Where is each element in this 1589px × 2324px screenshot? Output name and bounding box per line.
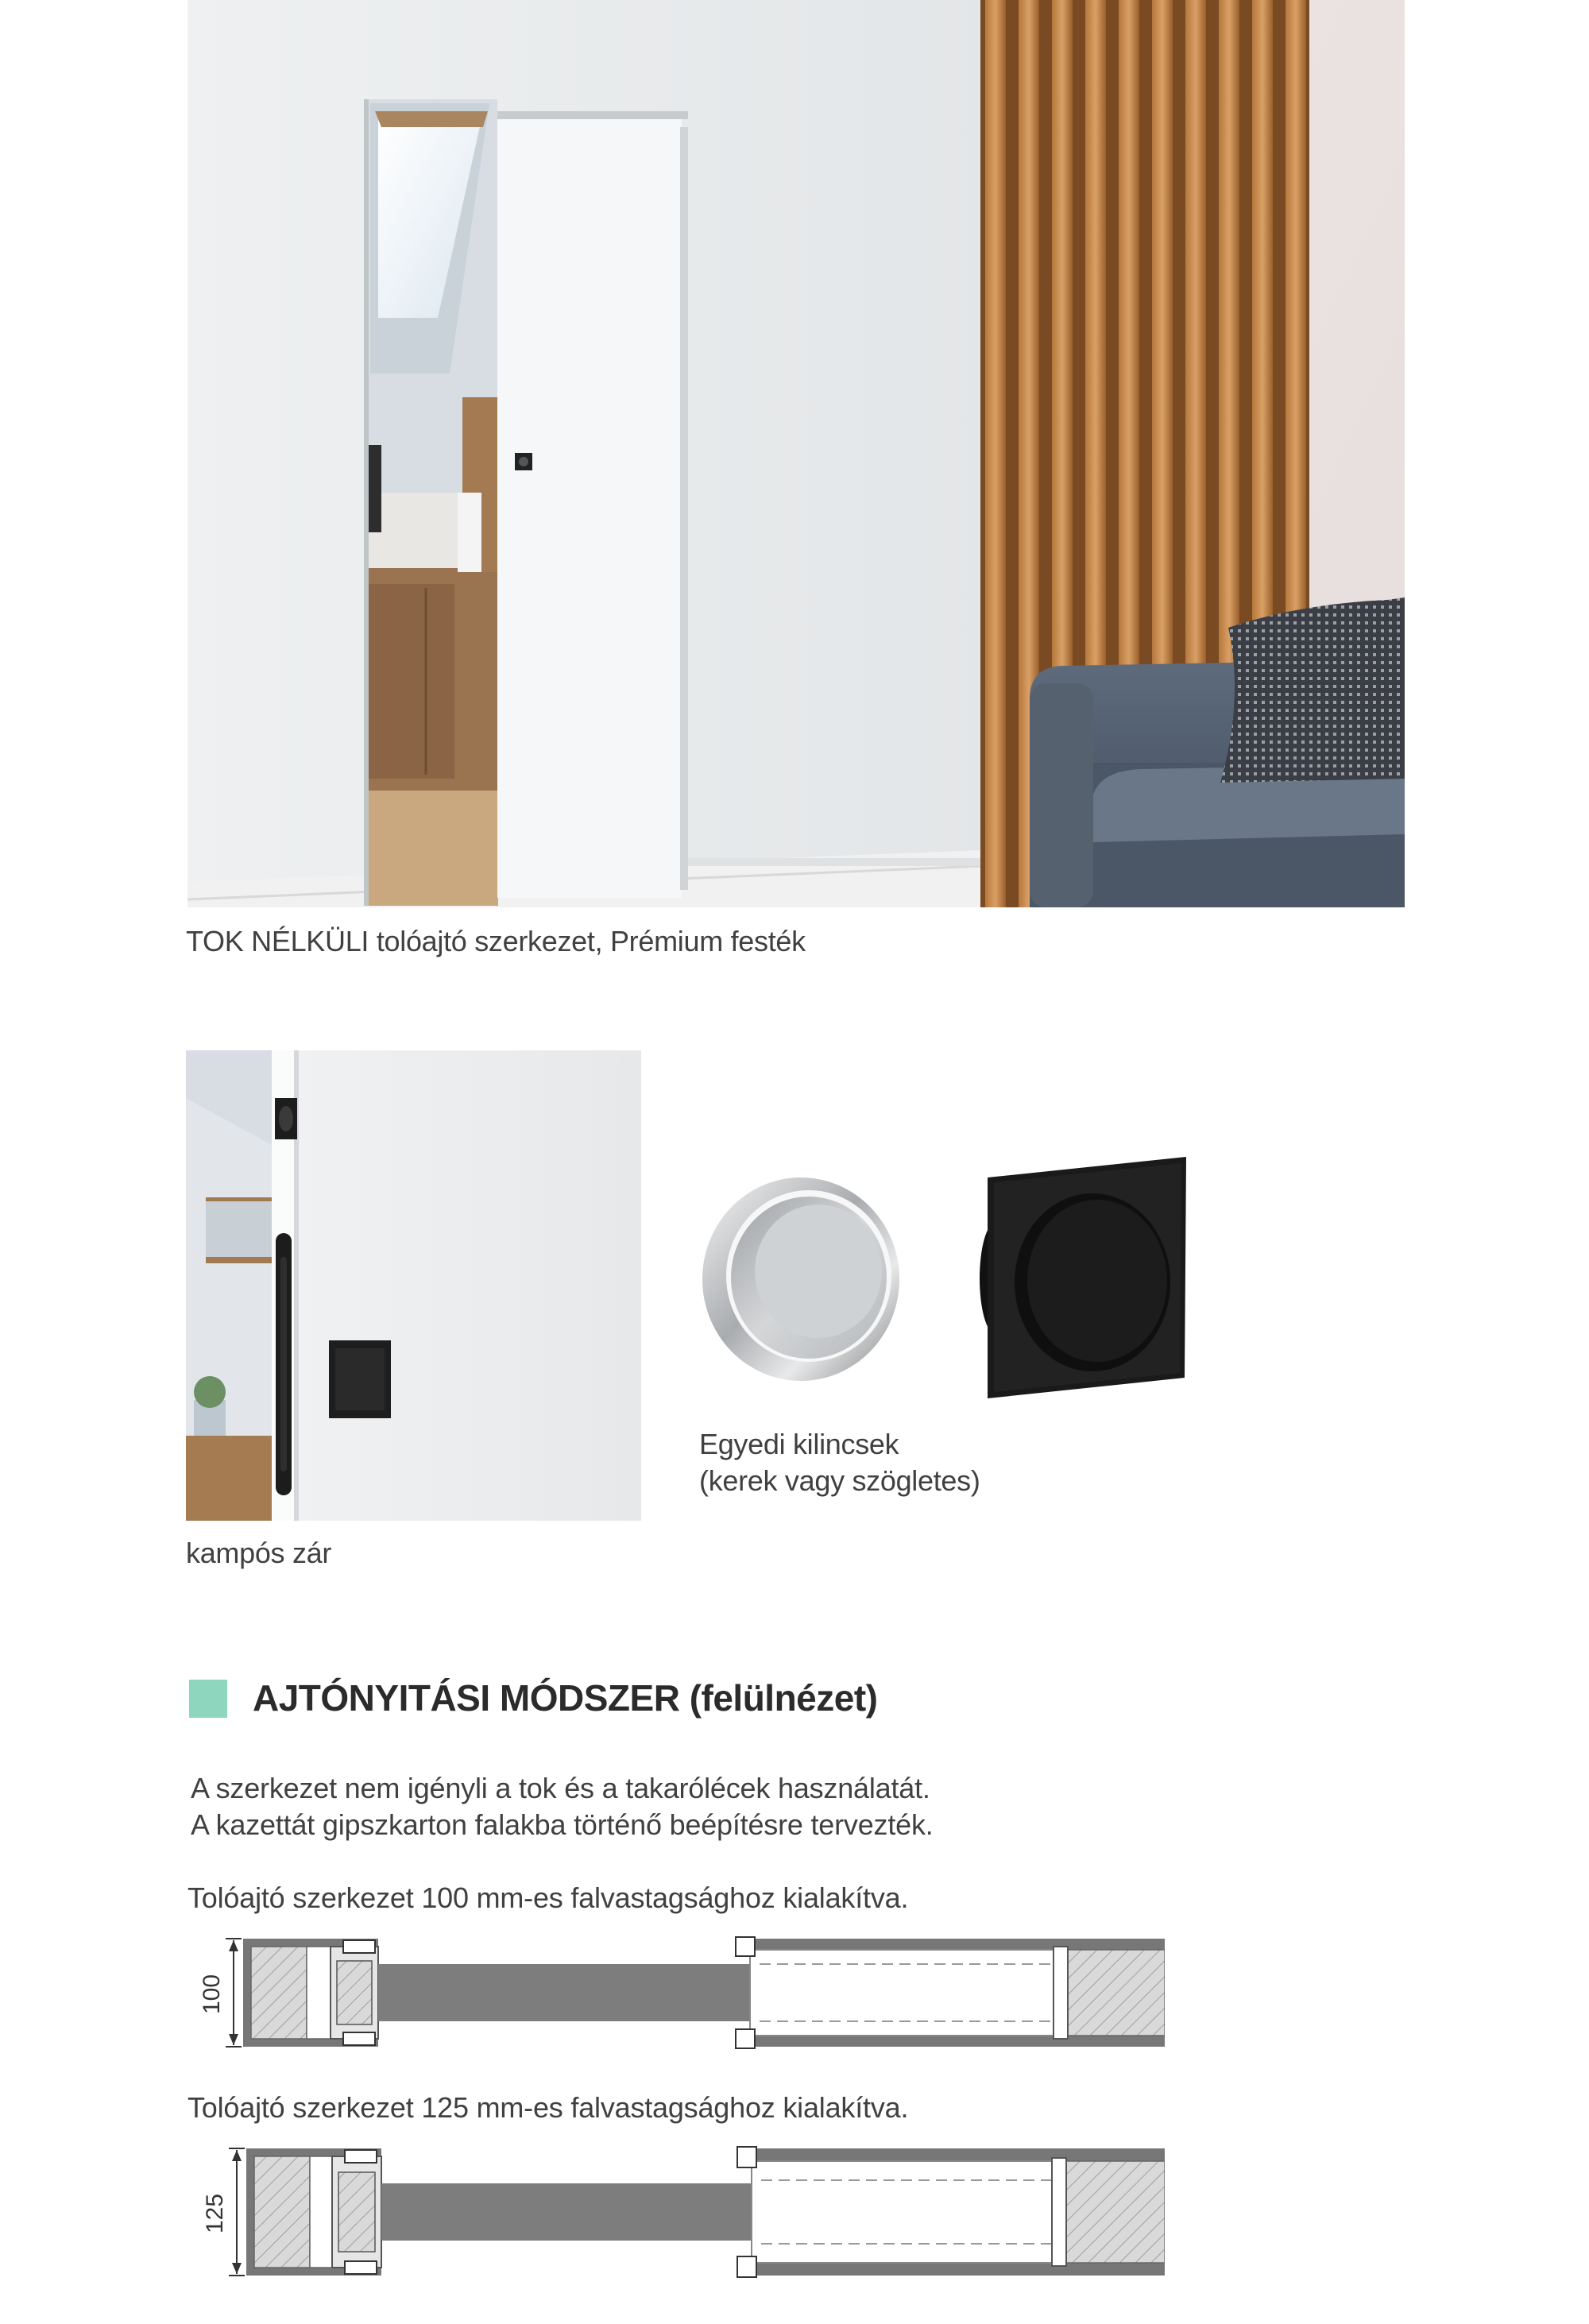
diagram-125-drawing: [188, 2140, 1165, 2283]
square-handle-icon: [973, 1155, 1188, 1403]
hero-caption: TOK NÉLKÜLI tolóajtó szerkezet, Prémium festék: [186, 925, 806, 957]
round-handle: [699, 1170, 906, 1384]
section-paragraph-line1: A szerkezet nem igényli a tok és a takarólécek használatát.: [191, 1772, 930, 1804]
dimension-label-125: 125: [202, 2193, 228, 2234]
hero-photo-illustration: [188, 0, 1405, 907]
section-paragraph-line2: A kazettát gipszkarton falakba történő beépítésre tervezték.: [191, 1808, 934, 1841]
handles-caption-line2: (kerek vagy szögletes): [699, 1464, 980, 1497]
round-handle-icon: [699, 1170, 906, 1384]
diagram-caption-125: Tolóajtó szerkezet 125 mm-es falvastagsághoz kialakítva.: [188, 2091, 909, 2124]
hook-lock-illustration: [186, 1050, 641, 1521]
square-handle: [973, 1155, 1188, 1403]
top-view-diagram-100: [188, 1931, 1165, 2058]
dimension-label-100: 100: [199, 1974, 225, 2015]
top-view-diagram-125: [188, 2140, 1165, 2283]
section-title: AJTÓNYITÁSI MÓDSZER (felülnézet): [253, 1677, 878, 1719]
handles-caption-line1: Egyedi kilincsek: [699, 1428, 899, 1460]
section-accent-square: [189, 1680, 227, 1718]
lock-caption: kampós zár: [186, 1537, 332, 1569]
diagram-100-drawing: [188, 1931, 1165, 2058]
diagram-caption-100: Tolóajtó szerkezet 100 mm-es falvastagsághoz kialakítva.: [188, 1881, 909, 1914]
lock-photo: [186, 1050, 641, 1521]
hero-photo: [188, 0, 1405, 907]
